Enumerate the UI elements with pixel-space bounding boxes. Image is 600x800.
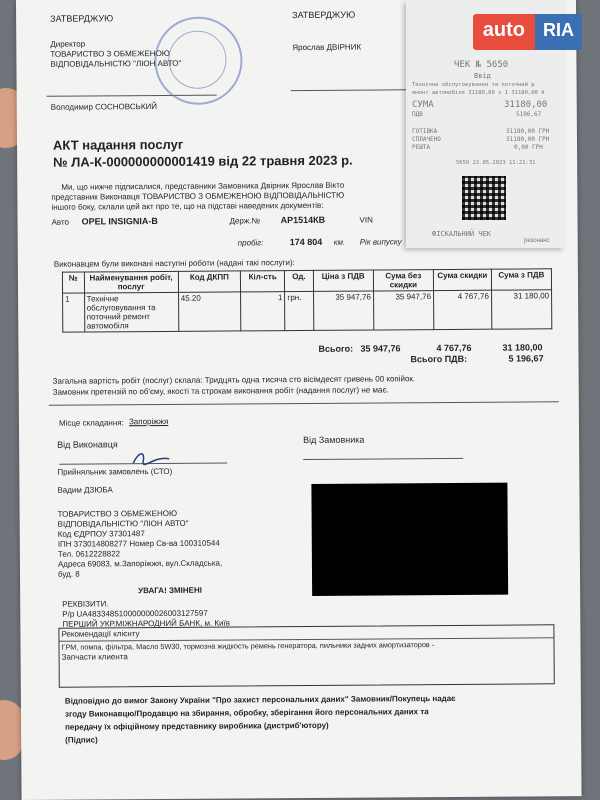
receipt-item-line-1: Технічне обслуговування та поточний р bbox=[412, 82, 535, 88]
req-address-line-1: Адреса 69083, м.Запоріжжя, вул.Складська, bbox=[57, 558, 223, 569]
recommendations-title: Рекомендації клієнту bbox=[61, 629, 140, 639]
table-row bbox=[63, 290, 552, 332]
company-seal-stamp bbox=[154, 16, 243, 105]
customer-sign-label: Від Замовника bbox=[303, 434, 365, 446]
receipt-fiscal-label: ФІСКАЛЬНИЙ ЧЕК bbox=[432, 230, 492, 238]
vat-label: Всього ПДВ: bbox=[410, 353, 468, 365]
receipt-sum-label: СУМА bbox=[412, 100, 434, 110]
vin-label: VIN bbox=[359, 215, 373, 225]
mileage-unit: км. bbox=[333, 237, 346, 247]
col-number: № bbox=[62, 272, 84, 293]
executor-label: Від Виконавця bbox=[57, 439, 118, 450]
receipt-change-value: 0,00 ГРН bbox=[514, 144, 543, 151]
autoria-watermark bbox=[473, 14, 582, 50]
receipt-number: ЧЕК № 5650 bbox=[454, 60, 509, 70]
receipt-item-line-2: емонт автомобіля 31180,00 х 1 31180,00 А bbox=[412, 90, 545, 96]
cell-price: 35 947,76 bbox=[313, 291, 373, 330]
req-company-line-1: ТОВАРИСТВО З ОБМЕЖЕНОЮ bbox=[57, 508, 178, 519]
intro-line-3: іншого боку, склали цей акт про те, що на підставі наведених документів: bbox=[51, 200, 324, 212]
act-number: № ЛА-К-000000000001419 від 22 травня 2023 р. bbox=[53, 152, 353, 170]
consent-line-3: передачу їх офіційному представнику виробника (дистриб'ютору) bbox=[65, 720, 329, 732]
customer-name: Ярослав ДВІРНИК bbox=[292, 42, 362, 53]
works-table bbox=[62, 268, 552, 332]
approve-right-label: ЗАТВЕРДЖУЮ bbox=[292, 9, 356, 21]
approve-left-label: ЗАТВЕРДЖУЮ bbox=[50, 13, 114, 24]
year-label: Рік випуску bbox=[359, 237, 402, 247]
req-label: РЕКВІЗИТИ. bbox=[62, 599, 109, 609]
brand-part-1: auto bbox=[473, 14, 535, 50]
receipt-change-label: РЕШТА bbox=[412, 144, 431, 151]
col-name: Найменування робіт, послуг bbox=[84, 271, 178, 293]
col-sum-vat: Сума з ПДВ bbox=[491, 269, 551, 290]
mileage-label: пробіг: bbox=[237, 238, 264, 248]
consent-line-1: Відповідно до вимог Закону України "Про захист персональних даних" Замовник/Покупець надає bbox=[64, 693, 456, 706]
req-edrpou: Код ЄДРПОУ 37301487 bbox=[57, 529, 145, 539]
total-label: Всього: bbox=[318, 343, 354, 354]
cell-unit: грн. bbox=[285, 291, 314, 330]
qr-code bbox=[462, 176, 506, 220]
col-sum-no-discount: Сума без скидки bbox=[373, 270, 433, 291]
req-account: Р/р UA483348510000000026003127597 bbox=[62, 608, 208, 619]
recommendations-line-2: Запчасти клиента bbox=[61, 652, 128, 662]
cell-name: Технічне обслуговування та поточний ремонт автомобіля bbox=[84, 292, 178, 332]
req-bank: ПЕРШИЙ УКР.МІЖНАРОДНИЙ БАНК, м. Київ bbox=[62, 618, 231, 629]
total-no-discount: 35 947,76 bbox=[360, 343, 401, 354]
total-discount: 4 767,76 bbox=[436, 342, 472, 354]
director-label: Директор bbox=[50, 39, 86, 49]
col-unit: Од. bbox=[285, 270, 314, 291]
mileage-value: 174 804 bbox=[289, 236, 323, 248]
intro-line-2: представник Виконавця ТОВАРИСТВО З ОБМЕЖЕНОЮ ВІДПОВІДАЛЬНІСТЮ bbox=[51, 190, 345, 202]
recommendations-line-1: ГРМ, помпа, фільтра, Масло 5W30, тормозна жидкость ремень генератора, пильники задних амортизаторов - bbox=[61, 640, 435, 652]
cell-sum-no-discount: 35 947,76 bbox=[373, 291, 433, 330]
company-line-1: ТОВАРИСТВО З ОБМЕЖЕНОЮ bbox=[50, 48, 170, 59]
req-company-line-2: ВІДПОВІДАЛЬНІСТЮ "ЛІОН АВТО" bbox=[57, 518, 189, 529]
consent-signature-label: (Підпис) bbox=[65, 735, 98, 745]
col-price: Ціна з ПДВ bbox=[313, 270, 373, 291]
receipt-cash-label: ГОТІВКА bbox=[412, 128, 438, 135]
receipt-sum-value: 31180,00 bbox=[504, 100, 548, 110]
plate-value: АР1514КВ bbox=[280, 214, 326, 226]
place-label: Місце складання: bbox=[58, 418, 124, 428]
req-phone: Тел. 0612228822 bbox=[57, 549, 121, 559]
cell-code: 45.20 bbox=[178, 292, 241, 331]
total-with-vat: 31 180,00 bbox=[502, 342, 543, 353]
col-discount: Сума скидки bbox=[433, 269, 491, 290]
col-code: Код ДКПП bbox=[178, 271, 241, 292]
redacted-area bbox=[311, 483, 508, 596]
receipt-paid-label: СПЛАЧЕНО bbox=[412, 136, 441, 143]
receipt-input: Ввід bbox=[474, 72, 491, 80]
works-intro: Виконавцем були виконані наступні роботи (надані такі послуги): bbox=[53, 258, 295, 269]
req-address-line-2: буд. 8 bbox=[57, 569, 80, 579]
brand-part-2: RIA bbox=[535, 14, 582, 50]
director-name: Володимир СОСНОВСЬКИЙ bbox=[50, 102, 158, 112]
act-title: АКТ надання послуг bbox=[52, 136, 184, 153]
summary-line-1: Загальна вартість робіт (послуг) склала: Тридцять одна тисяча сто вісімдесят гривень 00 копійок. bbox=[52, 374, 416, 386]
req-attention: УВАГА! ЗМІНЕНІ bbox=[138, 585, 203, 596]
intro-line-1: Ми, що нижче підписалися, представники Замовника Двірник Ярослав Вікто bbox=[61, 180, 345, 192]
receipt-vendor: резонанс bbox=[524, 238, 550, 244]
cell-quantity: 1 bbox=[241, 292, 286, 331]
cell-sum-vat: 31 180,00 bbox=[491, 290, 551, 329]
cell-number: 1 bbox=[63, 293, 85, 332]
receipt-footer-line: 5650 22.05.2023 11:21:31 bbox=[456, 160, 536, 166]
receipt-cash-value: 31180,00 ГРН bbox=[506, 128, 550, 135]
col-quantity: Кіл-сть bbox=[240, 271, 284, 292]
accepted-name: Вадим ДЗЮБА bbox=[57, 485, 113, 495]
place-value: Запоріжжя bbox=[128, 416, 169, 427]
auto-label: Авто bbox=[51, 217, 70, 227]
auto-value: OPEL INSIGNIA-B bbox=[81, 216, 158, 227]
receipt-paid-value: 31180,00 ГРН bbox=[506, 136, 550, 143]
recommendations-box bbox=[58, 624, 554, 687]
company-line-2: ВІДПОВІДАЛЬНІСТЮ "ЛІОН АВТО" bbox=[50, 58, 182, 69]
receipt-vat-label: ПДВ bbox=[412, 111, 423, 118]
accepted-label: Прийняльник замовлень (СТО) bbox=[57, 466, 173, 477]
req-ipn: ІПН 373014808277 Номер Св-ва 100310544 bbox=[57, 538, 220, 549]
executor-signature bbox=[131, 449, 171, 467]
summary-line-2: Замовник претензій по об'єму, якості та строкам виконання робіт (надання послуг) не має. bbox=[52, 385, 389, 397]
plate-label: Держ.№ bbox=[229, 216, 261, 226]
consent-line-2: згоду Виконавцю/Продавцю на збирання, обробку, зберігання його персональних даних та bbox=[64, 707, 429, 719]
vat-value: 5 196,67 bbox=[508, 353, 544, 364]
cell-discount: 4 767,76 bbox=[433, 290, 491, 329]
receipt-vat-value: 5196,67 bbox=[516, 111, 542, 118]
